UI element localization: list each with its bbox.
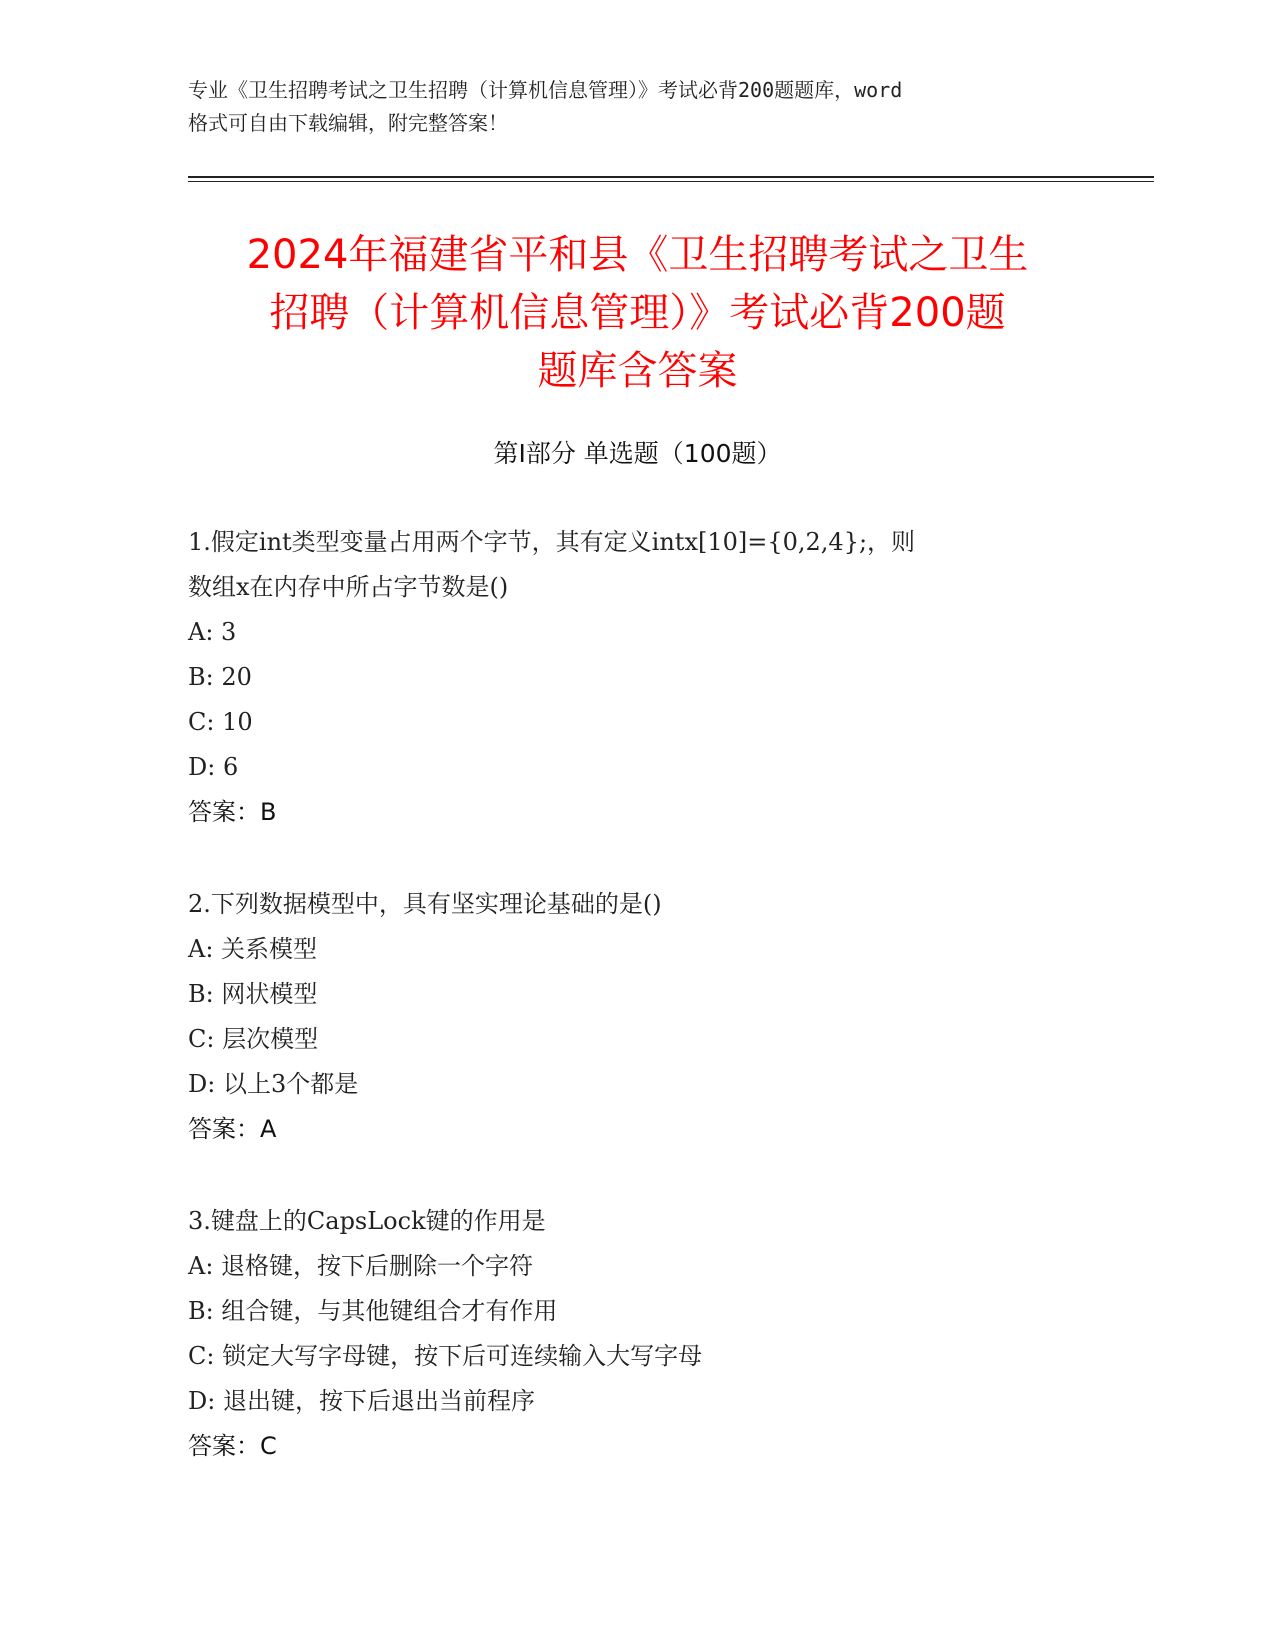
- option-c: C: 锁定大写字母键，按下后可连续输入大写字母: [188, 1342, 703, 1370]
- option-a: A: 关系模型: [188, 935, 318, 963]
- title-line: 招聘（计算机信息管理）》考试必背200题: [269, 290, 1006, 336]
- question-stem: 1.假定int类型变量占用两个字节，其有定义intx[10]={0,2,4};，则: [188, 528, 916, 556]
- spacer: [188, 1152, 1088, 1199]
- option-a: A: 3: [188, 618, 237, 646]
- question-list: [188, 520, 1088, 1469]
- question-stem: 数组x在内存中所占字节数是(): [188, 573, 509, 601]
- question-block: [188, 1199, 1088, 1469]
- question-block: [188, 520, 1088, 835]
- header-rule-thin: [188, 181, 1154, 182]
- question-block: [188, 882, 1088, 1152]
- option-d: D: 以上3个都是: [188, 1070, 359, 1098]
- option-b: B: 20: [188, 663, 252, 691]
- option-c: C: 10: [188, 708, 253, 736]
- spacer: [188, 835, 1088, 882]
- title-line: 题库含答案: [537, 348, 738, 394]
- answer-label: 答案：B: [188, 798, 277, 826]
- option-c: C: 层次模型: [188, 1025, 319, 1053]
- header-note-line: 格式可自由下载编辑，附完整答案！: [188, 111, 508, 135]
- question-stem: 3.键盘上的CapsLock键的作用是: [188, 1207, 546, 1235]
- option-d: D: 6: [188, 753, 239, 781]
- document-title: [130, 226, 1145, 400]
- option-b: B: 网状模型: [188, 980, 318, 1008]
- option-a: A: 退格键，按下后删除一个字符: [188, 1252, 534, 1280]
- answer-label: 答案：C: [188, 1432, 277, 1460]
- option-b: B: 组合键，与其他键组合才有作用: [188, 1297, 558, 1325]
- answer-label: 答案：A: [188, 1115, 277, 1143]
- option-d: D: 退出键，按下后退出当前程序: [188, 1387, 535, 1415]
- header-rule-thick: [188, 176, 1154, 178]
- question-stem: 2.下列数据模型中，具有坚实理论基础的是(): [188, 890, 662, 918]
- title-line: 2024年福建省平和县《卫生招聘考试之卫生: [246, 232, 1029, 278]
- header-note: [188, 74, 1088, 140]
- section-title: 第Ⅰ部分 单选题（100题）: [493, 439, 782, 468]
- header-note-line: 专业《卫生招聘考试之卫生招聘（计算机信息管理）》考试必背200题题库，word: [188, 78, 903, 102]
